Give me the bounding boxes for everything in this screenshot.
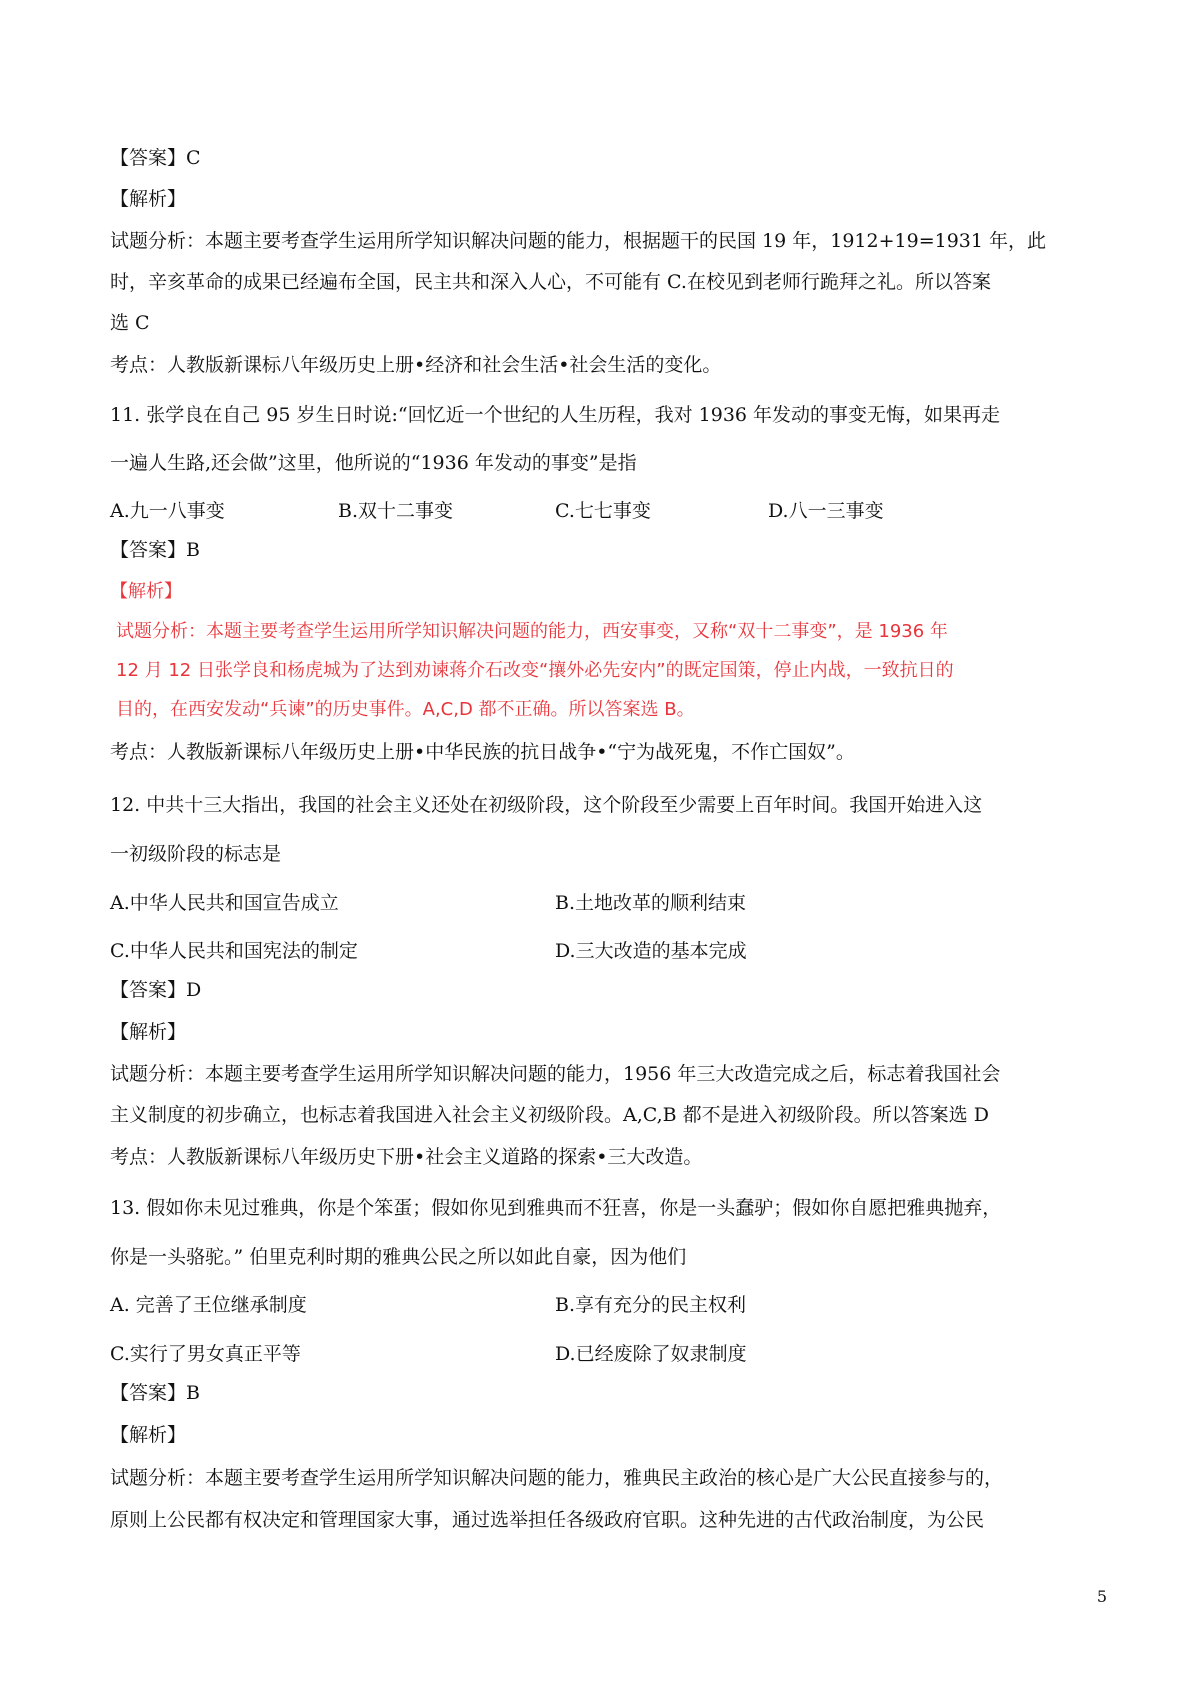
q12-option-a: A.中华人民共和国宣告成立 (110, 892, 339, 914)
q12-analysis-line: 主义制度的初步确立，也标志着我国进入社会主义初级阶段。A,C,B 都不是进入初级阶段。所以答案选 D (110, 1104, 989, 1126)
q13-option-a: A. 完善了王位继承制度 (110, 1294, 307, 1316)
q12-stem-line: 一初级阶段的标志是 (110, 843, 282, 865)
q10-analysis-line: 选 C (110, 312, 150, 334)
q13-analysis-line: 原则上公民都有权决定和管理国家大事，通过选举担任各级政府官职。这种先进的古代政治制度，为公民 (110, 1509, 985, 1531)
q12-analysis-label: 【解析】 (110, 1021, 187, 1043)
q12-analysis-line: 试题分析：本题主要考查学生运用所学知识解决问题的能力，1956 年三大改造完成之后，标志着我国社会 (110, 1063, 1001, 1085)
q11-analysis-line: 12 月 12 日张学良和杨虎城为了达到劝谏蒋介石改变“攘外必先安内”的既定国策，停止内战，一致抗日的 (116, 660, 954, 681)
q13-option-b: B.享有充分的民主权利 (555, 1294, 747, 1316)
q12-option-c: C.中华人民共和国宪法的制定 (110, 940, 358, 962)
q11-option-c: C.七七事变 (555, 500, 651, 522)
q13-option-c: C.实行了男女真正平等 (110, 1343, 301, 1365)
q11-answer: 【答案】B (110, 539, 200, 561)
q11-analysis-label: 【解析】 (110, 581, 182, 602)
q11-analysis-line: 目的，在西安发动“兵谏”的历史事件。A,C,D 都不正确。所以答案选 B。 (116, 699, 695, 720)
q10-answer: 【答案】C (110, 147, 201, 169)
q11-option-b: B.双十二事变 (338, 500, 454, 522)
q12-option-b: B.土地改革的顺利结束 (555, 892, 747, 914)
q12-stem-line: 12. 中共十三大指出，我国的社会主义还处在初级阶段，这个阶段至少需要上百年时间。我国开始进入这 (110, 794, 983, 816)
q13-analysis-line: 试题分析：本题主要考查学生运用所学知识解决问题的能力，雅典民主政治的核心是广大公民直接参与的， (110, 1467, 1004, 1489)
page-number: 5 (1096, 1587, 1107, 1606)
q11-option-d: D.八一三事变 (768, 500, 884, 522)
q10-analysis-line: 时，辛亥革命的成果已经遍布全国，民主共和深入人心，不可能有 C.在校见到老师行跪拜之礼。所以答案 (110, 271, 991, 293)
q13-option-d: D.已经废除了奴隶制度 (555, 1343, 747, 1365)
q10-analysis-line: 试题分析：本题主要考查学生运用所学知识解决问题的能力，根据题干的民国 19 年，1912+19=1931 年，此 (110, 230, 1047, 252)
q13-stem-line: 你是一头骆驼。” 伯里克利时期的雅典公民之所以如此自豪，因为他们 (110, 1246, 687, 1268)
q10-analysis-label: 【解析】 (110, 188, 187, 210)
q13-analysis-label: 【解析】 (110, 1424, 187, 1446)
q13-stem-line: 13. 假如你未见过雅典，你是个笨蛋；假如你见到雅典而不狂喜，你是一头蠢驴；假如你自愿把雅典抛弃， (110, 1197, 1002, 1219)
q12-option-d: D.三大改造的基本完成 (555, 940, 747, 962)
q11-analysis-line: 试题分析：本题主要考查学生运用所学知识解决问题的能力，西安事变，又称“双十二事变”，是 1936 年 (116, 621, 948, 642)
q11-stem-line: 一遍人生路,还会做”这里，他所说的“1936 年发动的事变”是指 (110, 452, 637, 474)
q13-answer: 【答案】B (110, 1382, 200, 1404)
q11-stem-line: 11. 张学良在自己 95 岁生日时说:“回忆近一个世纪的人生历程，我对 1936 年发动的事变无悔，如果再走 (110, 404, 1001, 426)
q12-answer: 【答案】D (110, 979, 202, 1001)
q10-point: 考点：人教版新课标八年级历史上册•经济和社会生活•社会生活的变化。 (110, 354, 722, 376)
q11-option-a: A.九一八事变 (110, 500, 225, 522)
q12-point: 考点：人教版新课标八年级历史下册•社会主义道路的探索•三大改造。 (110, 1146, 703, 1168)
q11-point: 考点：人教版新课标八年级历史上册•中华民族的抗日战争•“宁为战死鬼，不作亡国奴”。 (110, 741, 855, 763)
